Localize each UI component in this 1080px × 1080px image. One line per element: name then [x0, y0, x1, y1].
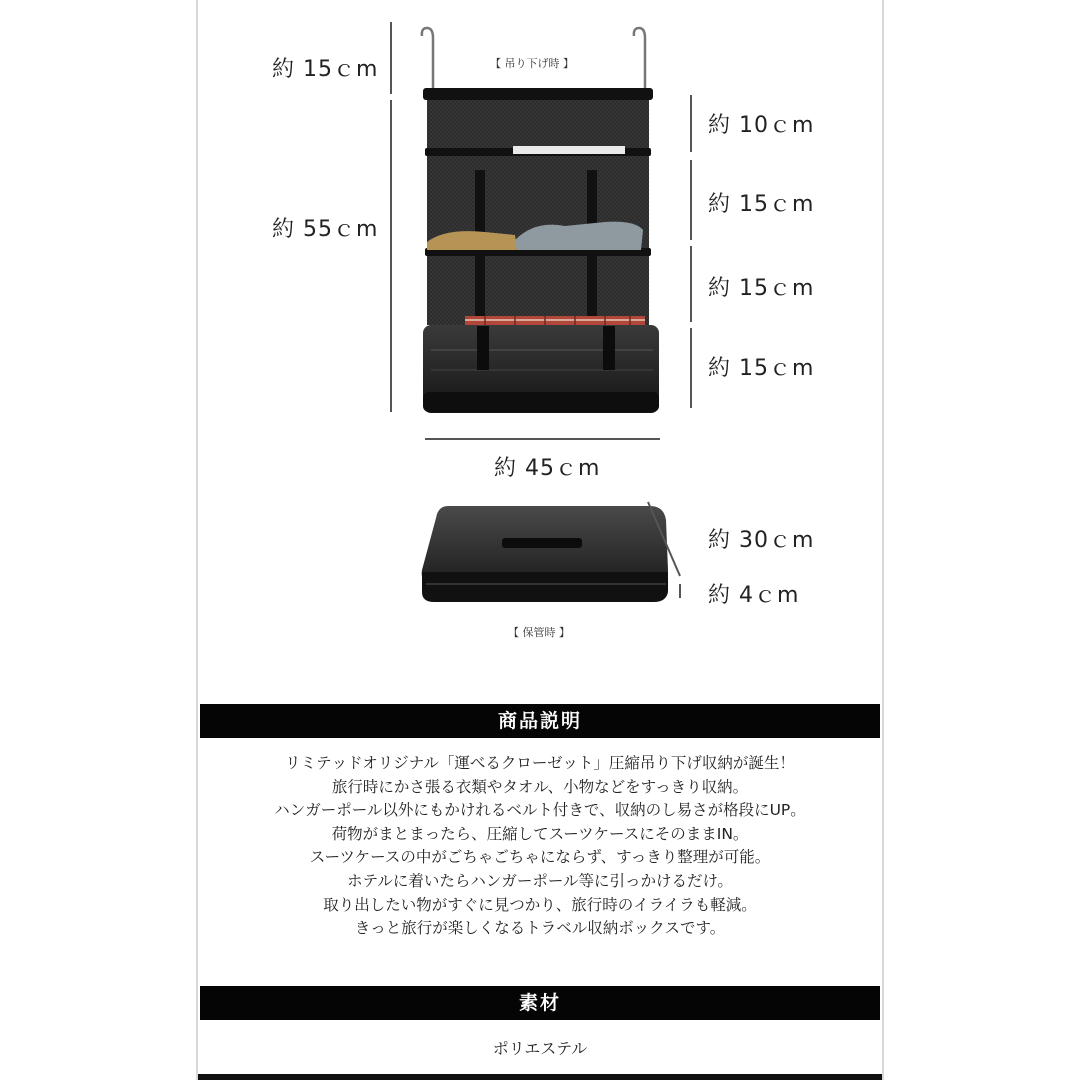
- top-gap-dimension: 約 15ｃm: [272, 57, 379, 82]
- hanging-caption: 【 吊り下げ時 】: [490, 57, 574, 70]
- bottom-divider: [198, 1074, 882, 1080]
- hanging-organizer-image: [405, 20, 680, 420]
- width-dimension-line: [425, 438, 660, 440]
- description-line: 旅行時にかさ張る衣類やタオル、小物などをすっきり収納。: [331, 777, 749, 796]
- description-line: きっと旅行が楽しくなるトラベル収納ボックスです。: [354, 919, 726, 938]
- top-gap-dimension-line: [390, 22, 392, 94]
- left-frame-line: [196, 0, 198, 1080]
- total-height-dimension: 約 55ｃm: [272, 217, 379, 242]
- shelf3-dimension-line: [690, 246, 692, 322]
- shelf1-dimension-line: [690, 95, 692, 152]
- description-heading: 商品説明: [200, 704, 880, 738]
- material-value: ポリエステル: [492, 1039, 588, 1058]
- shelf1-dimension: 約 10ｃm: [708, 113, 815, 138]
- right-frame-line: [882, 0, 884, 1080]
- depth-dimension: 約 30ｃm: [708, 528, 815, 553]
- description-line: 取り出したい物がすぐに見つかり、旅行時のイライラも軽減。: [323, 895, 757, 914]
- shelf2-dimension: 約 15ｃm: [708, 192, 815, 217]
- shelf3-dimension: 約 15ｃm: [708, 276, 815, 301]
- folded-organizer-image: [418, 500, 688, 610]
- description-line: リミテッドオリジナル「運べるクローゼット」圧縮吊り下げ収納が誕生！: [285, 754, 795, 772]
- material-heading: 素材: [200, 986, 880, 1020]
- width-dimension: 約 45ｃm: [494, 456, 601, 481]
- storage-caption: 【 保管時 】: [508, 626, 570, 639]
- shelf4-dimension: 約 15ｃm: [708, 356, 815, 381]
- description-line: ホテルに着いたらハンガーポール等に引っかけるだけ。: [347, 871, 733, 890]
- thickness-dimension: 約 4ｃm: [708, 583, 800, 608]
- description-line: 荷物がまとまったら、圧縮してスーツケースにそのままIN。: [331, 824, 749, 843]
- description-text: [200, 752, 880, 941]
- shelf4-dimension-line: [690, 328, 692, 408]
- description-line: スーツケースの中がごちゃごちゃにならず、すっきり整理が可能。: [309, 848, 771, 867]
- description-line: ハンガーポール以外にもかけれるベルト付きで、収納のし易さが格段にUP。: [274, 801, 806, 820]
- shelf2-dimension-line: [690, 160, 692, 240]
- total-height-dimension-line: [390, 100, 392, 412]
